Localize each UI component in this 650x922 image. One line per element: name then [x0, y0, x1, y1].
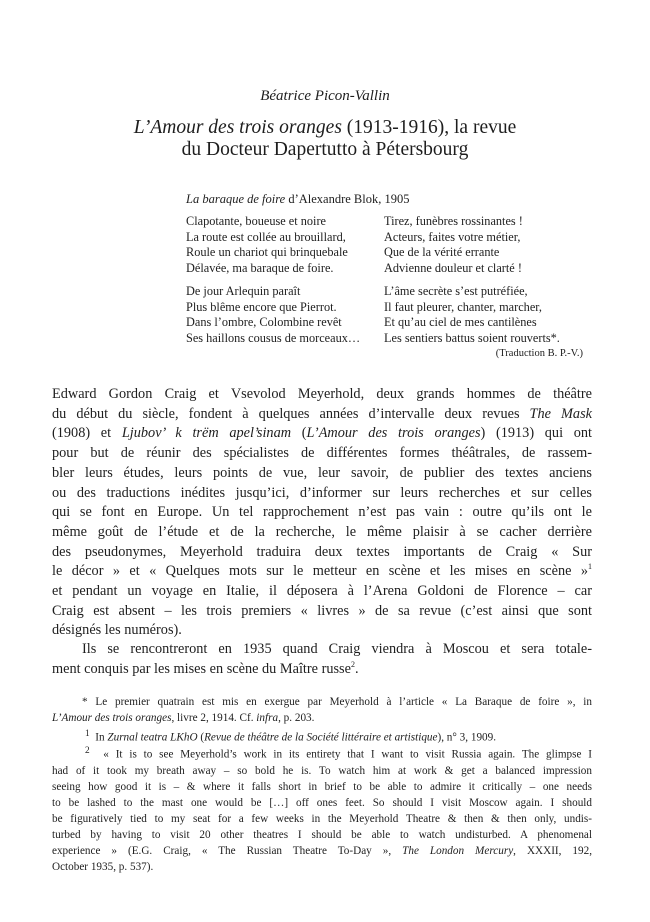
note-line: had of it took my breath away – so bold he is. To watch him at work & get a balanced impression — [52, 764, 592, 777]
verse-line: Que de la vérité errante — [384, 245, 500, 260]
text-line: Edward Gordon Craig et Vsevolod Meyerhold, deux grands hommes de théâtre — [52, 386, 592, 402]
verse-line: Tirez, funèbres rossinantes ! — [384, 214, 523, 228]
verse-line: La route est collée au brouillard, — [186, 229, 346, 244]
note-line: L’Amour des trois oranges, livre 2, 1914. Cf. infra, p. 203. — [52, 712, 315, 724]
text-line: qui se font en Europe. Un tel rapprochement n’est pas vain : outre qu’ils ont le — [52, 504, 592, 521]
text-line: du début du siècle, fondent à quelques années d’intervalle deux revues The Mask — [52, 405, 592, 422]
article-title — [60, 117, 590, 161]
text-line: et pendant un voyage en Italie, il déposera à l’Arena Goldoni de Florence – car — [52, 583, 592, 600]
footnote-ref-1[interactable]: 1 — [588, 562, 592, 572]
translation-credit: (Traduction B. P.-V.) — [495, 348, 583, 359]
epigraph-heading: La baraque de foire d’Alexandre Blok, 1905 — [186, 192, 410, 206]
verse-line: De jour Arlequin paraît — [186, 284, 301, 298]
epigraph-stanza-3 — [186, 284, 360, 346]
verse-line: Clapotante, boueuse et noire — [186, 214, 327, 228]
note-line: * Le premier quatrain est mis en exergue par Meyerhold à l’article « La Baraque de foire », in — [82, 696, 592, 708]
note-line: $^1$ In Zurnal teatra LKhO (Revue de théâtre de la Société littéraire et artistique), n° 3, 1909. — [85, 729, 497, 744]
body-paragraph-1 — [52, 385, 592, 641]
verse-line: Plus blême encore que Pierrot. — [186, 299, 337, 314]
note-line: experience » (E.G. Craig, « The Russian Theatre To-Day », The London Mercury, XXXII, 192, — [52, 844, 592, 857]
text-line: des pseudonymes, Meyerhold traduira deux textes importants de Craig « Sur — [52, 543, 592, 560]
epigraph-stanza-1 — [186, 214, 348, 276]
title-line-2: du Docteur Dapertutto à Pétersbourg — [181, 139, 469, 160]
verse-line: Advienne douleur et clarté ! — [384, 260, 522, 275]
text-line: bler leurs études, leurs points de vue, leur savoir, de publier des textes anciens — [52, 464, 592, 481]
text-line: Ils se rencontreront en 1935 quand Craig viendra à Moscou et sera totale- — [82, 641, 592, 657]
text-line: ment conquis par les mises en scène du Maître russe$^2$. — [52, 659, 359, 677]
verse-line: Dans l’ombre, Colombine revêt — [186, 315, 342, 330]
note-line: to be lashed to the mast one would be […] off ones feet. So should I visit Moscow again. I should — [52, 796, 592, 809]
text-line: Craig est absent – les trois premiers « livres » de sa revue (c’est ainsi que sont — [52, 602, 592, 619]
text-line: désignés les numéros). — [52, 622, 182, 639]
note-line: $^2$ « It is to see Meyerhold’s work in its entirety that I want to visit Russia again. The glimpse I — [85, 746, 592, 761]
body-paragraph-2 — [52, 640, 592, 679]
note-line: be figuratively tied to my seat for a few weeks in the Meyerhold Theatre & then & then only, undis- — [52, 812, 592, 825]
footnote-ref-2[interactable]: 2 — [350, 659, 355, 669]
verse-line: Et qu’au ciel de mes cantilènes — [384, 315, 537, 330]
verse-line: Ses haillons cousus de morceaux… — [186, 330, 361, 345]
verse-line: L’âme secrète s’est putréfiée, — [384, 284, 528, 298]
text-line: ou des traductions inédites jusqu’ici, d’informer sur leurs recherches et sur celles — [52, 484, 592, 501]
author-name: Béatrice Picon-Vallin — [260, 88, 390, 104]
verse-line: Roule un chariot qui brinquebale — [186, 245, 348, 260]
text-line: pour but de réunir des spécialistes de différentes formes théâtrales, de rassem- — [52, 445, 592, 462]
verse-line: Délavée, ma baraque de foire. — [186, 260, 334, 275]
verse-line: Acteurs, faites votre métier, — [384, 229, 521, 244]
verse-line: Il faut pleurer, chanter, marcher, — [384, 299, 542, 314]
text-line: le décor » et « Quelques mots sur le metteur en scène et les mises en scène »$^1$ — [52, 562, 592, 580]
verse-line: Les sentiers battus soient rouverts*. — [384, 330, 560, 345]
footnote-star — [52, 694, 592, 726]
note-line: seeing how good it is – & where it falls short in brief to be able to admire it critically – one needs — [52, 780, 592, 793]
note-line: October 1935, p. 537). — [52, 860, 154, 873]
title-line-1: L’Amour des trois oranges (1913-1916), la revue — [133, 117, 517, 138]
footnote-2 — [52, 743, 592, 875]
epigraph-stanza-2 — [384, 214, 523, 276]
text-line: (1908) et Ljubov’ k trëm apel’sinam (L’Amour des trois oranges) (1913) qui ont — [52, 425, 593, 442]
text-line: même goût de l’étude et de la recherche, le même plaisir à se cacher derrière — [52, 523, 592, 540]
epigraph-stanza-4 — [384, 284, 560, 346]
note-line: turbed by having to visit 20 other theatres I should be able to watch undisturbed. A phenomenal — [52, 828, 592, 841]
